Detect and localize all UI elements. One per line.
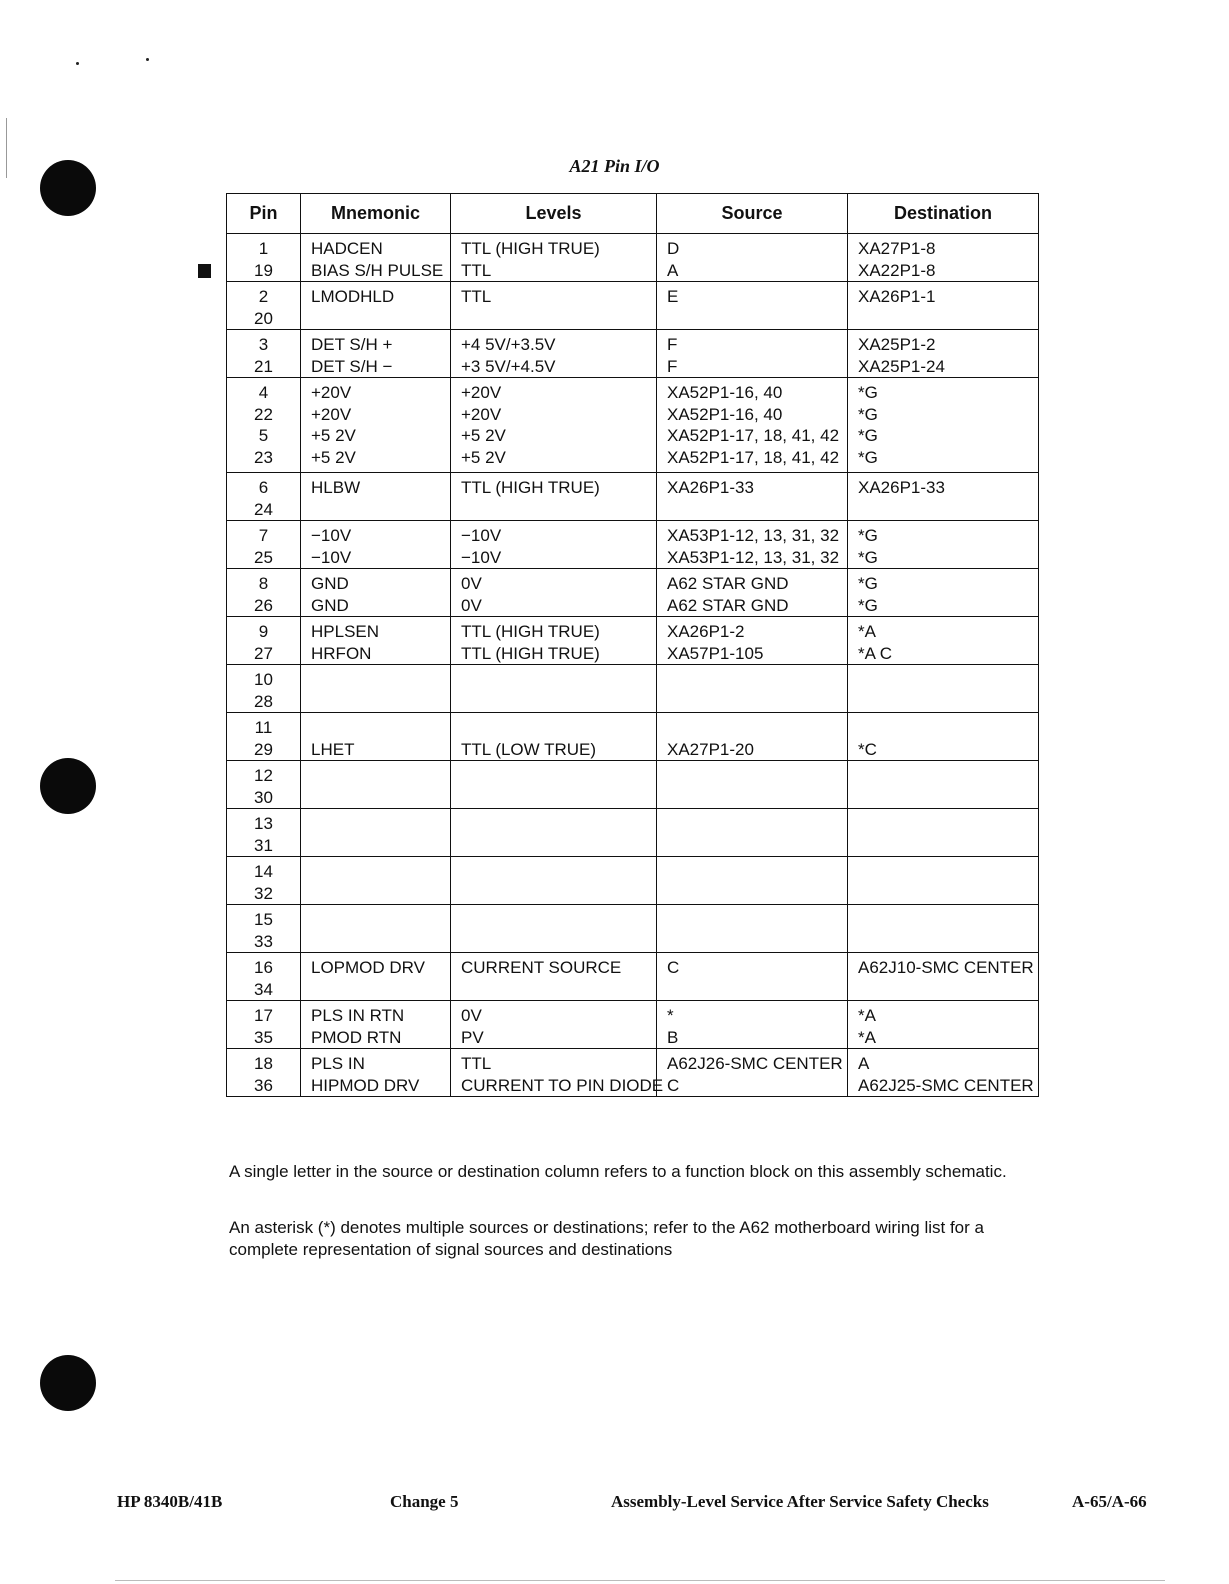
levels-line: TTL (HIGH TRUE) [461, 478, 600, 497]
source-cell [657, 617, 848, 665]
binder-hole-bottom [40, 1355, 96, 1411]
table-row [227, 665, 1039, 713]
levels-line [461, 717, 646, 739]
levels-cell [451, 905, 657, 953]
destination-line: *G [858, 447, 878, 467]
source-line: XA26P1-33 [667, 478, 754, 497]
levels-line: TTL (HIGH TRUE) [461, 239, 600, 258]
mnemonic-cell [301, 953, 451, 1001]
pin-cell [227, 617, 301, 665]
mnemonic-cell [301, 282, 451, 330]
pin-cell [227, 473, 301, 521]
mnemonic-line: −10V [311, 526, 352, 545]
pin-line: 19 [254, 260, 273, 280]
source-cell [657, 809, 848, 857]
source-line: XA53P1-12, 13, 31, 32 [667, 526, 840, 545]
pin-line: 7 [258, 526, 269, 545]
mnemonic-line: LHET [311, 739, 355, 759]
table-row [227, 234, 1039, 282]
note-asterisk: An asterisk (*) denotes multiple sources or destinations; refer to the A62 motherboard wiring list for a complete representation of signal sources and destinations [229, 1218, 984, 1259]
levels-cell [451, 330, 657, 378]
destination-line: XA22P1-8 [858, 260, 936, 280]
mnemonic-line: HPLSEN [311, 622, 380, 641]
source-cell [657, 521, 848, 569]
pin-line: 25 [254, 547, 273, 567]
pin-line: 13 [254, 814, 273, 833]
table-row [227, 282, 1039, 330]
source-line: A62 STAR GND [667, 595, 789, 615]
mnemonic-line: HLBW [311, 478, 361, 497]
levels-line: +20V [461, 404, 502, 424]
mnemonic-line: PLS IN RTN [311, 1006, 405, 1025]
levels-line: +4 5V/+3.5V [461, 335, 556, 354]
levels-line: +3 5V/+4.5V [461, 356, 556, 376]
levels-cell [451, 569, 657, 617]
destination-cell [848, 1001, 1039, 1049]
pin-cell [227, 521, 301, 569]
mnemonic-cell [301, 665, 451, 713]
footer-change: Change 5 [390, 1492, 459, 1511]
pin-line: 26 [254, 595, 273, 615]
column-header-source: Source [657, 194, 848, 234]
source-cell [657, 1049, 848, 1097]
column-header-levels: Levels [451, 194, 657, 234]
change-bar-marker [198, 264, 211, 278]
source-cell [657, 234, 848, 282]
mnemonic-cell [301, 905, 451, 953]
source-line: XA52P1-16, 40 [667, 404, 783, 424]
levels-line: TTL [461, 260, 492, 280]
source-line: A62 STAR GND [667, 574, 789, 593]
mnemonic-line: GND [311, 574, 349, 593]
pin-line: 29 [254, 739, 273, 759]
pin-line: 14 [254, 862, 273, 881]
bottom-rule [115, 1580, 1165, 1581]
table-row [227, 617, 1039, 665]
destination-line: *G [858, 426, 878, 445]
levels-cell [451, 234, 657, 282]
pin-line: 35 [254, 1027, 273, 1047]
pin-cell [227, 1049, 301, 1097]
pin-cell [227, 809, 301, 857]
levels-line: TTL (HIGH TRUE) [461, 622, 600, 641]
source-line [667, 717, 837, 739]
levels-cell [451, 665, 657, 713]
table-row [227, 569, 1039, 617]
destination-line [858, 717, 1028, 739]
pin-line: 31 [254, 835, 273, 855]
source-line: XA52P1-17, 18, 41, 42 [667, 426, 840, 445]
mnemonic-line: PMOD RTN [311, 1027, 402, 1047]
pin-cell [227, 665, 301, 713]
table-row [227, 1049, 1039, 1097]
levels-cell [451, 1049, 664, 1097]
pin-line: 22 [254, 404, 273, 424]
destination-line: *A [858, 1006, 876, 1025]
destination-cell [848, 234, 1039, 282]
pin-line: 1 [258, 239, 269, 258]
levels-line: TTL [461, 1054, 492, 1073]
source-cell [657, 953, 848, 1001]
levels-line: 0V [461, 595, 482, 615]
mnemonic-line: BIAS S/H PULSE [311, 260, 444, 280]
table-row [227, 473, 1039, 521]
pin-line: 27 [254, 643, 273, 663]
binder-hole-middle [40, 758, 96, 814]
scan-speck [146, 58, 149, 61]
destination-cell [848, 857, 1039, 905]
pin-line: 28 [254, 691, 273, 711]
destination-line: *C [858, 739, 877, 759]
mnemonic-cell [301, 569, 451, 617]
destination-cell [848, 665, 1039, 713]
mnemonic-line: HIPMOD DRV [311, 1075, 420, 1095]
mnemonic-line: −10V [311, 547, 352, 567]
footer-model: HP 8340B/41B [117, 1492, 223, 1511]
mnemonic-line: HADCEN [311, 239, 383, 258]
mnemonic-cell [301, 521, 451, 569]
pin-cell [227, 953, 301, 1001]
table-body [227, 234, 1039, 1097]
mnemonic-line [311, 717, 440, 739]
destination-line: *G [858, 383, 878, 402]
table-row [227, 953, 1039, 1001]
footer-page-number: A-65/A-66 [1072, 1492, 1147, 1511]
destination-line: XA25P1-2 [858, 335, 936, 354]
source-line: F [667, 356, 678, 376]
source-line: D [667, 239, 680, 258]
destination-cell [848, 1049, 1039, 1097]
column-header-mnemonic: Mnemonic [301, 194, 451, 234]
pin-cell [227, 761, 301, 809]
destination-line: XA26P1-33 [858, 478, 945, 497]
destination-line: *G [858, 595, 878, 615]
levels-line: TTL (HIGH TRUE) [461, 643, 600, 663]
pin-io-table [226, 193, 1039, 1097]
pin-cell [227, 378, 301, 473]
mnemonic-line: GND [311, 595, 349, 615]
mnemonic-cell [301, 1001, 451, 1049]
destination-cell [848, 569, 1039, 617]
levels-line: CURRENT TO PIN DIODE [461, 1075, 664, 1095]
source-cell [657, 378, 848, 473]
note-single-letter: A single letter in the source or destination column refers to a function block on this assembly schematic. [229, 1162, 1007, 1181]
source-cell [657, 569, 848, 617]
levels-line: 0V [461, 1006, 482, 1025]
destination-line: A [858, 1054, 870, 1073]
destination-line: XA26P1-1 [858, 287, 936, 306]
source-line: B [667, 1027, 679, 1047]
source-line: F [667, 335, 678, 354]
source-line: XA52P1-17, 18, 41, 42 [667, 447, 840, 467]
levels-line: TTL [461, 287, 492, 306]
mnemonic-cell [301, 378, 451, 473]
levels-line: 0V [461, 574, 482, 593]
destination-cell [848, 617, 1039, 665]
pin-line: 9 [258, 622, 269, 641]
pin-cell [227, 569, 301, 617]
pin-line: 34 [254, 979, 273, 999]
pin-line: 2 [258, 287, 269, 306]
levels-line: +5 2V [461, 447, 506, 467]
levels-line: PV [461, 1027, 484, 1047]
pin-cell [227, 713, 301, 761]
levels-line: −10V [461, 526, 502, 545]
levels-cell [451, 282, 657, 330]
pin-cell [227, 282, 301, 330]
levels-cell [451, 1001, 657, 1049]
destination-cell [848, 953, 1039, 1001]
levels-cell [451, 761, 657, 809]
destination-line: *G [858, 574, 878, 593]
mnemonic-cell [301, 234, 451, 282]
destination-cell [848, 521, 1039, 569]
mnemonic-cell [301, 809, 451, 857]
source-line: XA26P1-2 [667, 622, 745, 641]
pin-line: 4 [258, 383, 269, 402]
pin-cell [227, 905, 301, 953]
levels-cell [451, 521, 657, 569]
destination-cell [848, 378, 1039, 473]
mnemonic-cell [301, 473, 451, 521]
source-cell [657, 713, 848, 761]
destination-line: A62J25-SMC CENTER [858, 1075, 1034, 1095]
source-line: E [667, 287, 679, 306]
levels-line: −10V [461, 547, 502, 567]
levels-cell [451, 378, 657, 473]
mnemonic-line: PLS IN [311, 1054, 365, 1073]
pin-line: 11 [254, 718, 273, 737]
source-cell [657, 905, 848, 953]
pin-line: 12 [254, 766, 273, 785]
levels-cell [451, 473, 657, 521]
source-line: * [667, 1006, 674, 1025]
source-line: A [667, 260, 679, 280]
table-row [227, 809, 1039, 857]
pin-cell [227, 330, 301, 378]
scan-speck [76, 62, 79, 65]
destination-line: *A C [858, 643, 893, 663]
destination-cell [848, 905, 1039, 953]
pin-line: 15 [254, 910, 273, 929]
mnemonic-cell [301, 713, 451, 761]
mnemonic-cell [301, 857, 451, 905]
levels-cell [451, 809, 657, 857]
destination-cell [848, 282, 1039, 330]
levels-cell [451, 617, 657, 665]
levels-cell [451, 953, 657, 1001]
source-cell [657, 1001, 848, 1049]
levels-cell [451, 713, 657, 761]
pin-line: 10 [254, 670, 273, 689]
destination-line: XA25P1-24 [858, 356, 945, 376]
mnemonic-cell [301, 1049, 451, 1097]
source-cell [657, 857, 848, 905]
pin-line: 36 [254, 1075, 273, 1095]
destination-cell [848, 473, 1039, 521]
pin-line: 17 [254, 1006, 273, 1025]
levels-line: CURRENT SOURCE [461, 958, 622, 977]
pin-line: 6 [258, 478, 269, 497]
destination-line: *G [858, 404, 878, 424]
mnemonic-line: LOPMOD DRV [311, 958, 425, 977]
column-header-pin: Pin [227, 194, 301, 234]
mnemonic-line: LMODHLD [311, 287, 395, 306]
mnemonic-line: +5 2V [311, 426, 356, 445]
pin-cell [227, 857, 301, 905]
destination-line: *G [858, 526, 878, 545]
mnemonic-cell [301, 617, 451, 665]
source-cell [657, 330, 848, 378]
pin-line: 23 [254, 447, 273, 467]
mnemonic-cell [301, 330, 451, 378]
destination-line: A62J10-SMC CENTER [858, 958, 1034, 977]
table-row [227, 713, 1039, 761]
destination-line: *G [858, 547, 878, 567]
pin-line: 18 [254, 1054, 273, 1073]
destination-line: *A [858, 1027, 876, 1047]
pin-cell [227, 234, 301, 282]
source-line: C [667, 1075, 680, 1095]
pin-line: 5 [258, 426, 269, 445]
pin-line: 30 [254, 787, 273, 807]
source-cell [657, 282, 848, 330]
table-row [227, 378, 1039, 473]
table-row [227, 761, 1039, 809]
pin-line: 16 [254, 958, 273, 977]
destination-cell [848, 330, 1039, 378]
pin-line: 33 [254, 931, 273, 951]
destination-line: *A [858, 622, 876, 641]
pin-line: 24 [254, 499, 273, 519]
source-line: XA52P1-16, 40 [667, 383, 783, 402]
destination-cell [848, 809, 1039, 857]
source-line: XA27P1-20 [667, 739, 754, 759]
mnemonic-line: +20V [311, 404, 352, 424]
source-cell [657, 665, 848, 713]
pin-line: 21 [254, 356, 273, 376]
table-title: A21 Pin I/O [569, 156, 660, 176]
mnemonic-line: DET S/H + [311, 335, 393, 354]
footer-section: Assembly-Level Service After Service Safety Checks [611, 1492, 989, 1511]
source-line: XA53P1-12, 13, 31, 32 [667, 547, 840, 567]
mnemonic-line: +5 2V [311, 447, 356, 467]
levels-line: +5 2V [461, 426, 506, 445]
source-cell [657, 761, 848, 809]
destination-line: XA27P1-8 [858, 239, 936, 258]
mnemonic-cell [301, 761, 451, 809]
levels-cell [451, 857, 657, 905]
column-header-destination: Destination [848, 194, 1039, 234]
pin-line: 3 [258, 335, 269, 354]
pin-line: 20 [254, 308, 273, 328]
table-row [227, 330, 1039, 378]
source-line: A62J26-SMC CENTER [667, 1054, 843, 1073]
mnemonic-line: +20V [311, 383, 352, 402]
source-line: C [667, 958, 680, 977]
pin-line: 8 [258, 574, 269, 593]
table-row [227, 857, 1039, 905]
destination-cell [848, 713, 1039, 761]
pin-line: 32 [254, 883, 273, 903]
mnemonic-line: DET S/H − [311, 356, 393, 376]
table-row [227, 521, 1039, 569]
levels-line: TTL (LOW TRUE) [461, 739, 597, 759]
source-line: XA57P1-105 [667, 643, 764, 663]
source-cell [657, 473, 848, 521]
levels-line: +20V [461, 383, 502, 402]
table-header-row [227, 194, 1039, 234]
mnemonic-line: HRFON [311, 643, 372, 663]
table-row [227, 905, 1039, 953]
pin-cell [227, 1001, 301, 1049]
destination-cell [848, 761, 1039, 809]
table-row [227, 1001, 1039, 1049]
